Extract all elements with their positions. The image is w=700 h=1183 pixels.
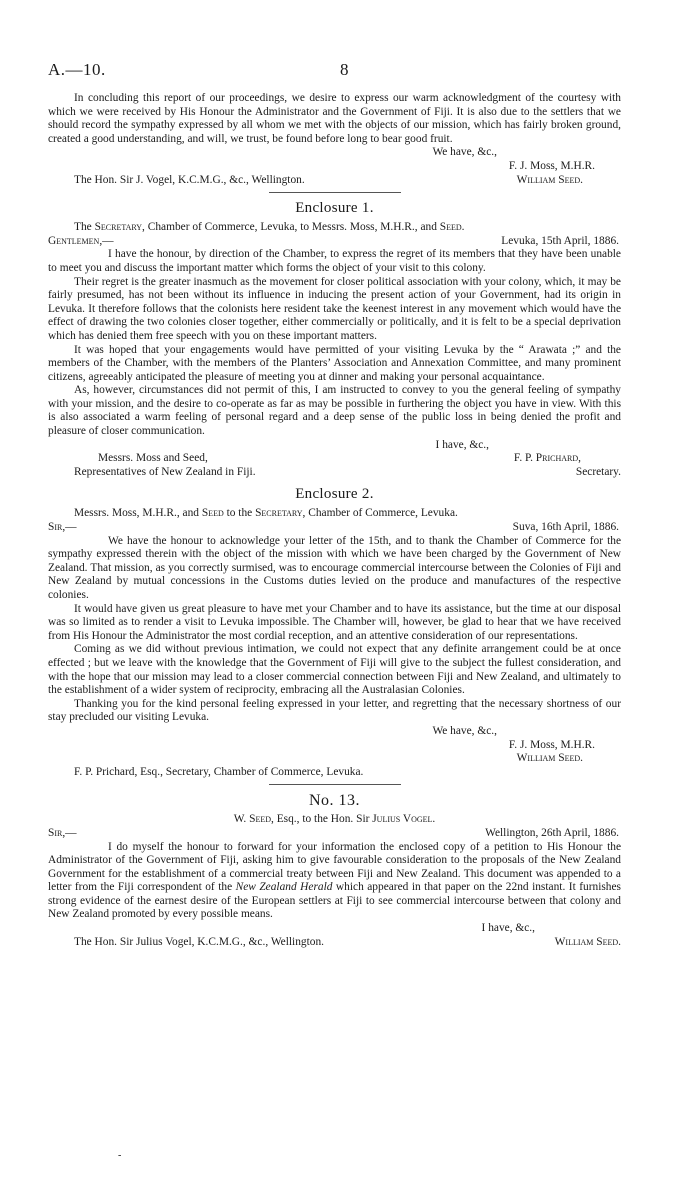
closing-paragraph: In concluding this report of our proceedings, we desire to express our warm acknowledgment of the courtesy with which we were received by His Honour the Administrator and the Government of Fiji. It is also due to the settlers that we should record the sympathy expressed by all whom we met with the objects of our mission, which has fairly broken ground, created a good understanding, and will, we trust, be found before long to bear good fruit. (48, 92, 621, 145)
signer-prichard: F. P. Prichard, (513, 452, 581, 465)
signer-seed: William Seed. (516, 173, 583, 186)
enclosure-2-heading (48, 507, 621, 521)
no-13-salutation-line (48, 827, 621, 841)
paragraph-text: I do myself the honour to forward for your information the enclosed copy of a petition to His Honour the Administrator of the Government of Fiji, asking him to give favourable consideration to the proposals of the New Zealand Government for the establishment of a commercial treaty between Fiji and New Zealand. This document was appended to a letter from the Fiji correspondent of the (48, 840, 621, 894)
enclosure-2-signer2-line (48, 752, 621, 766)
enclosure-1-signer-title-line (48, 466, 621, 480)
heading-text: , Esq., to the Hon. Sir (271, 813, 373, 826)
heading-smallcaps: Seed. (439, 221, 465, 234)
enclosure-1-title: Enclosure 1. (295, 200, 374, 217)
page-header (48, 60, 652, 82)
enclosure-2-paragraph: We have the honour to acknowledge your letter of the 15th, and to thank the Chamber of Commerce for the sympathy expressed therein with the object of the mission with which we have been charged by the Government of New Zealand. That mission, as you correctly surmised, was to encourage commercial intercourse between the Colonies of Fiji and New Zealand by mutual concessions in the Customs duties levied on the produce and manufactures of the respective colonies. (48, 534, 621, 601)
enclosure-2-salutation-line (48, 521, 621, 535)
i-have-text: I have, &c., (481, 922, 535, 935)
heading-smallcaps: Seed (201, 507, 224, 520)
enclosure-2-title: Enclosure 2. (295, 486, 374, 503)
no-13-i-have (48, 922, 621, 936)
addressee-moss-seed: Messrs. Moss and Seed, (98, 452, 208, 465)
addressee-vogel: The Hon. Sir J. Vogel, K.C.M.G., &c., Wellington. (74, 173, 305, 186)
section-divider (269, 784, 401, 785)
section-divider (269, 192, 401, 193)
document-reference: A.—10. (48, 60, 106, 79)
no-13-title: No. 13. (308, 792, 361, 810)
closing-addressee-line (48, 174, 621, 188)
heading-text: W. (233, 813, 250, 826)
enclosure-2-paragraph: It would have given us great pleasure to have met your Chamber and to have its assistance, but the time at our disposal was so limited as to render a visit to Levuka impossible. The Chamber will, however, be glad to hear that we have received from His Honour the Administrator the most cordial reception, and an attentive consideration of our representations. (48, 602, 621, 642)
enclosure-1-paragraph: I have the honour, by direction of the Chamber, to express the regret of its members that they have been unable to meet you and discuss the important matter which forms the object of your visit to this colony. (48, 248, 621, 274)
signer-title: Secretary. (575, 465, 621, 478)
enclosure-1-salutation-line (48, 235, 621, 249)
heading-text: to the (223, 507, 256, 520)
enclosure-1-signer-line (48, 452, 621, 466)
signer-seed: William Seed. (516, 752, 583, 765)
signer-moss: F. J. Moss, M.H.R. (508, 738, 595, 751)
footer-mark-text: - (118, 1150, 122, 1161)
salutation: Sir,— (48, 826, 77, 839)
heading-text: Messrs. Moss, M.H.R., and (74, 507, 202, 520)
addressee-prichard: F. P. Prichard, Esq., Secretary, Chamber of Commerce, Levuka. (74, 765, 364, 778)
enclosure-1-paragraph: Their regret is the greater inasmuch as the movement for closer political association with your colony, which, it may be fairly presumed, has not been without its influence in inducing the present action of your Government, had its origin in Levuka. It therefore follows that the colonists here resident take the keenest interest in any movement which would have the effect of drawing the two colonies closer together, either commercially or politically, and it is felt to be a special deprivation which has denied them free speech with you on these important matters. (48, 275, 621, 342)
heading-smallcaps: Secretary (94, 221, 143, 234)
page-number: 8 (340, 60, 349, 79)
no-13-paragraph (48, 841, 621, 923)
place-date: Wellington, 26th April, 1886. (485, 826, 619, 839)
heading-text: , Chamber of Commerce, Levuka, to Messrs. Moss, M.H.R., and (142, 221, 440, 234)
enclosure-1-paragraph: As, however, circumstances did not permit of this, I am instructed to convey to you the general feeling of sympathy with your mission, and the desire to co-operate as far as may be possible in furthering the object you have in view. With this is also associated a warm feeling of personal regard and a deep sense of the public loss in being denied the profit and pleasure of closer communication. (48, 384, 621, 438)
no-13-signer-line (48, 936, 621, 950)
heading-text: , Chamber of Commerce, Levuka. (302, 507, 458, 520)
enclosure-2-addressee (48, 766, 621, 780)
place-date: Levuka, 15th April, 1886. (501, 234, 619, 247)
place-date: Suva, 16th April, 1886. (512, 521, 619, 534)
enclosure-2-signer1-line (48, 739, 621, 753)
closing-we-have (48, 146, 621, 160)
enclosure-2-paragraph: Thanking you for the kind personal feeling expressed in your letter, and regretting that the necessary shortness of our stay precluded our visiting Levuka. (48, 697, 621, 724)
enclosure-1-i-have (48, 439, 621, 453)
heading-text: The (74, 221, 95, 234)
document-body (48, 92, 621, 949)
we-have-text: We have, &c., (432, 146, 497, 159)
addressee-julius-vogel: The Hon. Sir Julius Vogel, K.C.M.G., &c., Wellington. (74, 935, 324, 948)
newspaper-title: New Zealand Herald (235, 881, 333, 894)
heading-smallcaps: Seed (249, 813, 271, 826)
enclosure-1-paragraph: It was hoped that your engagements would have permitted of your visiting Levuka by the “ Arawata ;” and the members of the Chamber, with the members of the Planters’ Association and Annexation Committee, and many prominent citizens, agreeably anticipated the pleasure of meeting you at dinner and making your personal acquaintance. (48, 343, 621, 383)
addressee-representatives: Representatives of New Zealand in Fiji. (74, 465, 256, 478)
signer-seed: William Seed. (554, 935, 621, 948)
heading-smallcaps: Secretary (255, 507, 303, 520)
paragraph-text: which appeared in that paper on the 22nd instant. It furnishes strong evidence of the earnest desire of the European settlers at Fiji to see commercial intercourse between that colony and New Zealand promoted by every possible means. (48, 881, 621, 921)
salutation: Sir,— (48, 521, 77, 534)
i-have-text: I have, &c., (435, 438, 489, 451)
salutation: Gentlemen,— (48, 234, 114, 247)
no-13-heading (48, 813, 621, 827)
signer-moss: F. J. Moss, M.H.R. (508, 159, 595, 172)
heading-smallcaps: Julius Vogel. (372, 813, 436, 826)
closing-signer1-line (48, 160, 621, 174)
enclosure-2-we-have (48, 725, 621, 739)
enclosure-1-heading (48, 221, 621, 235)
enclosure-2-paragraph: Coming as we did without previous intimation, we could not expect that any definite arrangement could be at once effected ; but we leave with the knowledge that the Government of Fiji will give to the subject the fullest consideration, and with the hope that our mission may lead to a closer commercial connection between Fiji and New Zealand, and ultimately to the establishment of a wider system of reciprocity, embracing all the Australasian Colonies. (48, 643, 621, 697)
we-have-text: We have, &c., (432, 724, 497, 737)
